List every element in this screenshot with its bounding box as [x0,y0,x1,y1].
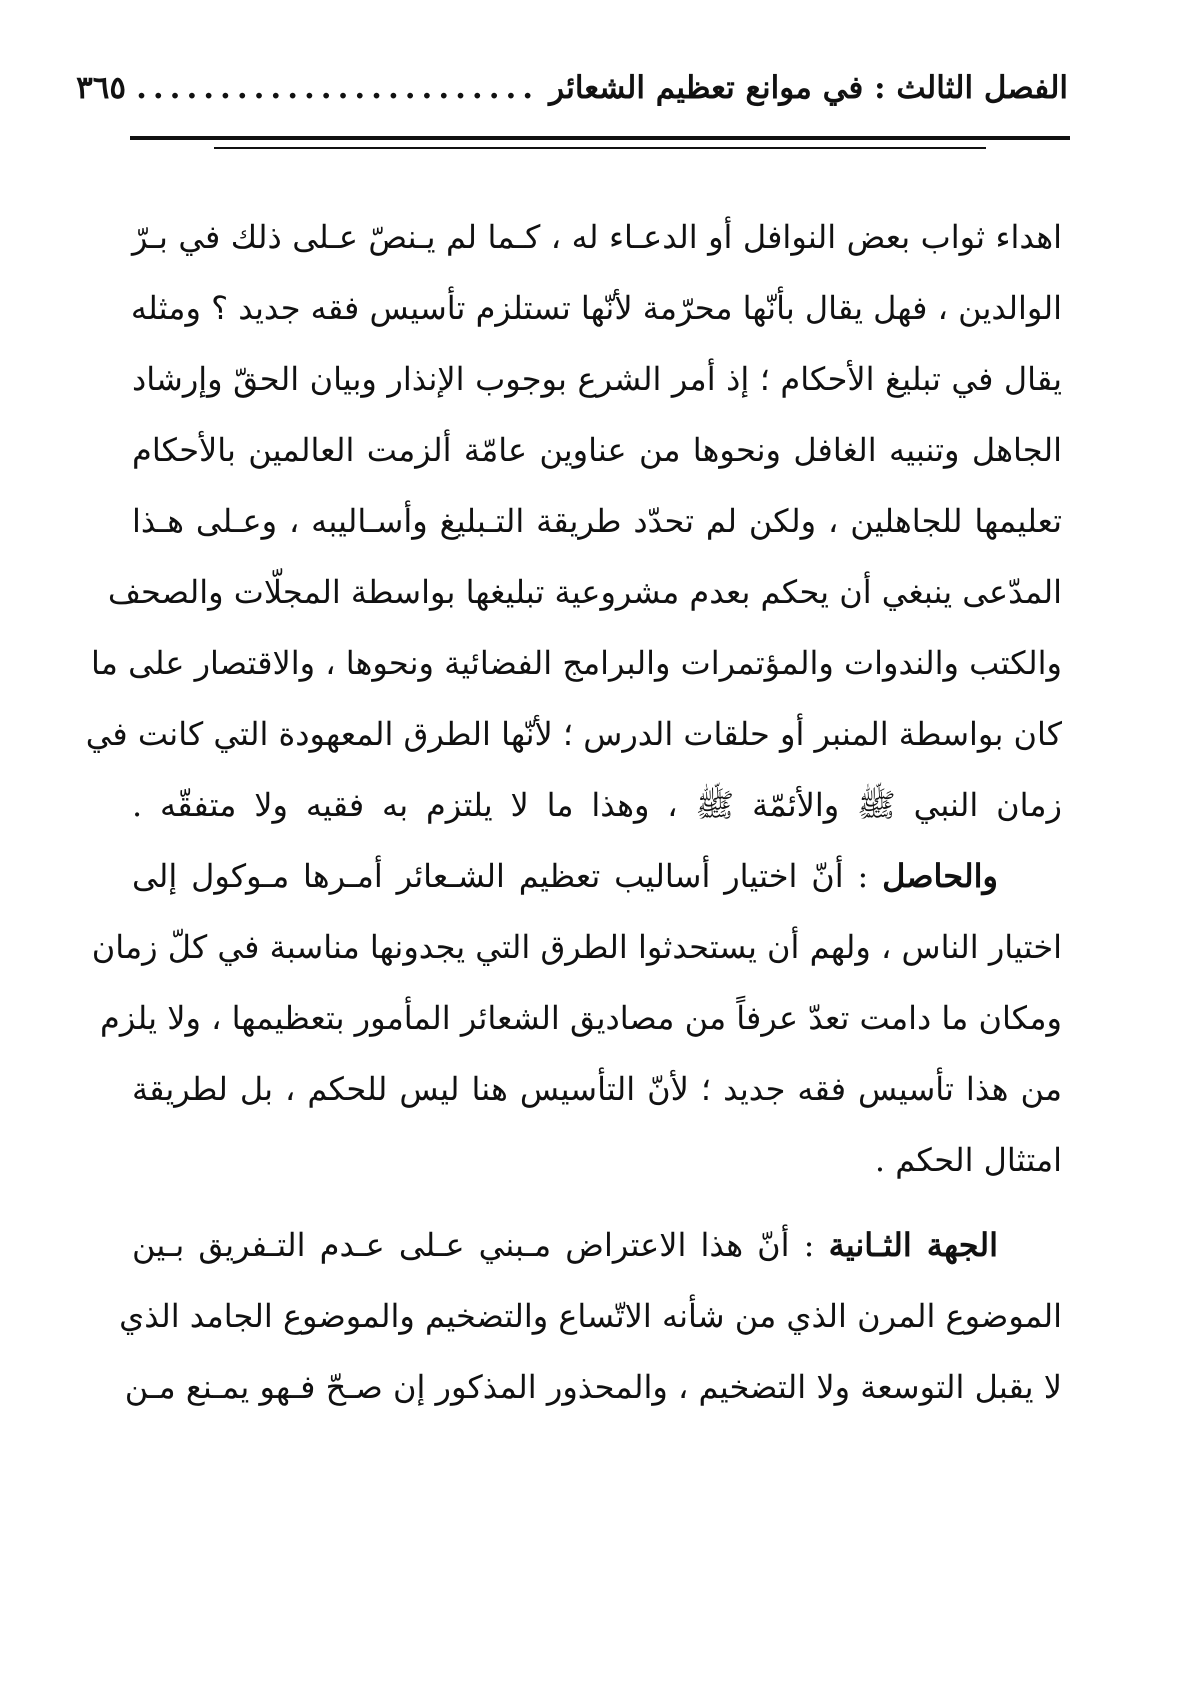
paragraph-2 [91,841,1062,1196]
page-number: ٣٦٥ [76,70,127,106]
text-line: تعليمها للجاهلين ، ولكن لم تحدّد طريقة التـبليغ وأسـاليبه ، وعـلى هـذا [132,502,1063,540]
text-line: زمان النبي ﷺ والأئمّة ﷺ ، وهذا ما لا يلتزم به فقيه ولا متفقّه . [132,786,1062,824]
body-text [85,202,1063,1423]
header-rule-thick [130,136,1070,140]
text-run: : أنّ هذا الاعتراض مـبني عـلى عـدم التـفريق بـين [132,1226,829,1264]
text-line: لا يقبل التوسعة ولا التضخيم ، والمحذور المذكور إن صـحّ فـهو يمـنع مـن [124,1368,1062,1406]
text-line: الموضوع المرن الذي من شأنه الاتّساع والتضخيم والموضوع الجامد الذي [119,1297,1062,1335]
text-line: يقال في تبليغ الأحكام ؛ إذ أمر الشرع بوجوب الإنذار وبيان الحقّ وإرشاد [132,360,1062,398]
paragraph-lead: الجهة الثـانية [828,1226,999,1264]
text-run: : أنّ اختيار أساليب تعظيم الشـعائر أمـرها مـوكول إلى [132,857,883,895]
text-line: ومكان ما دامت تعدّ عرفاً من مصاديق الشعائر المأمور بتعظيمها ، ولا يلزم [100,999,1062,1037]
text-line: كان بواسطة المنبر أو حلقات الدرس ؛ لأنّها الطرق المعهودة التي كانت في [85,715,1062,753]
paragraph-1 [85,202,1063,841]
running-header [76,58,1068,118]
text-line [132,1210,1062,1281]
header-rule-thin [214,147,986,149]
text-line: المدّعى ينبغي أن يحكم بعدم مشروعية تبليغها بواسطة المجلّات والصحف [107,573,1062,611]
text-line: الوالدين ، فهل يقال بأنّها محرّمة لأنّها تستلزم تأسيس فقه جديد ؟ ومثله [130,289,1062,327]
text-line: من هذا تأسيس فقه جديد ؛ لأنّ التأسيس هنا ليس للحكم ، بل لطريقة [132,1070,1062,1108]
text-line: والكتب والندوات والمؤتمرات والبرامج الفضائية ونحوها ، والاقتصار على ما [91,644,1062,682]
paragraph-3 [119,1210,1062,1423]
leader-dots: ........................ [136,70,540,106]
text-line: امتثال الحكم . [874,1141,1062,1179]
text-line: اختيار الناس ، ولهم أن يستحدثوا الطرق التي يجدونها مناسبة في كلّ زمان [91,928,1062,966]
chapter-title: الفصل الثالث : في موانع تعظيم الشعائر [549,70,1068,106]
text-line: الجاهل وتنبيه الغافل ونحوها من عناوين عامّة ألزمت العالمين بالأحكام [132,431,1062,469]
text-line: اهداء ثواب بعض النوافل أو الدعـاء له ، كـما لم يـنصّ عـلى ذلك في بـرّ [132,218,1062,256]
text-line [132,841,1062,912]
paragraph-gap [132,1196,1062,1210]
paragraph-lead: والحاصل [882,857,998,895]
